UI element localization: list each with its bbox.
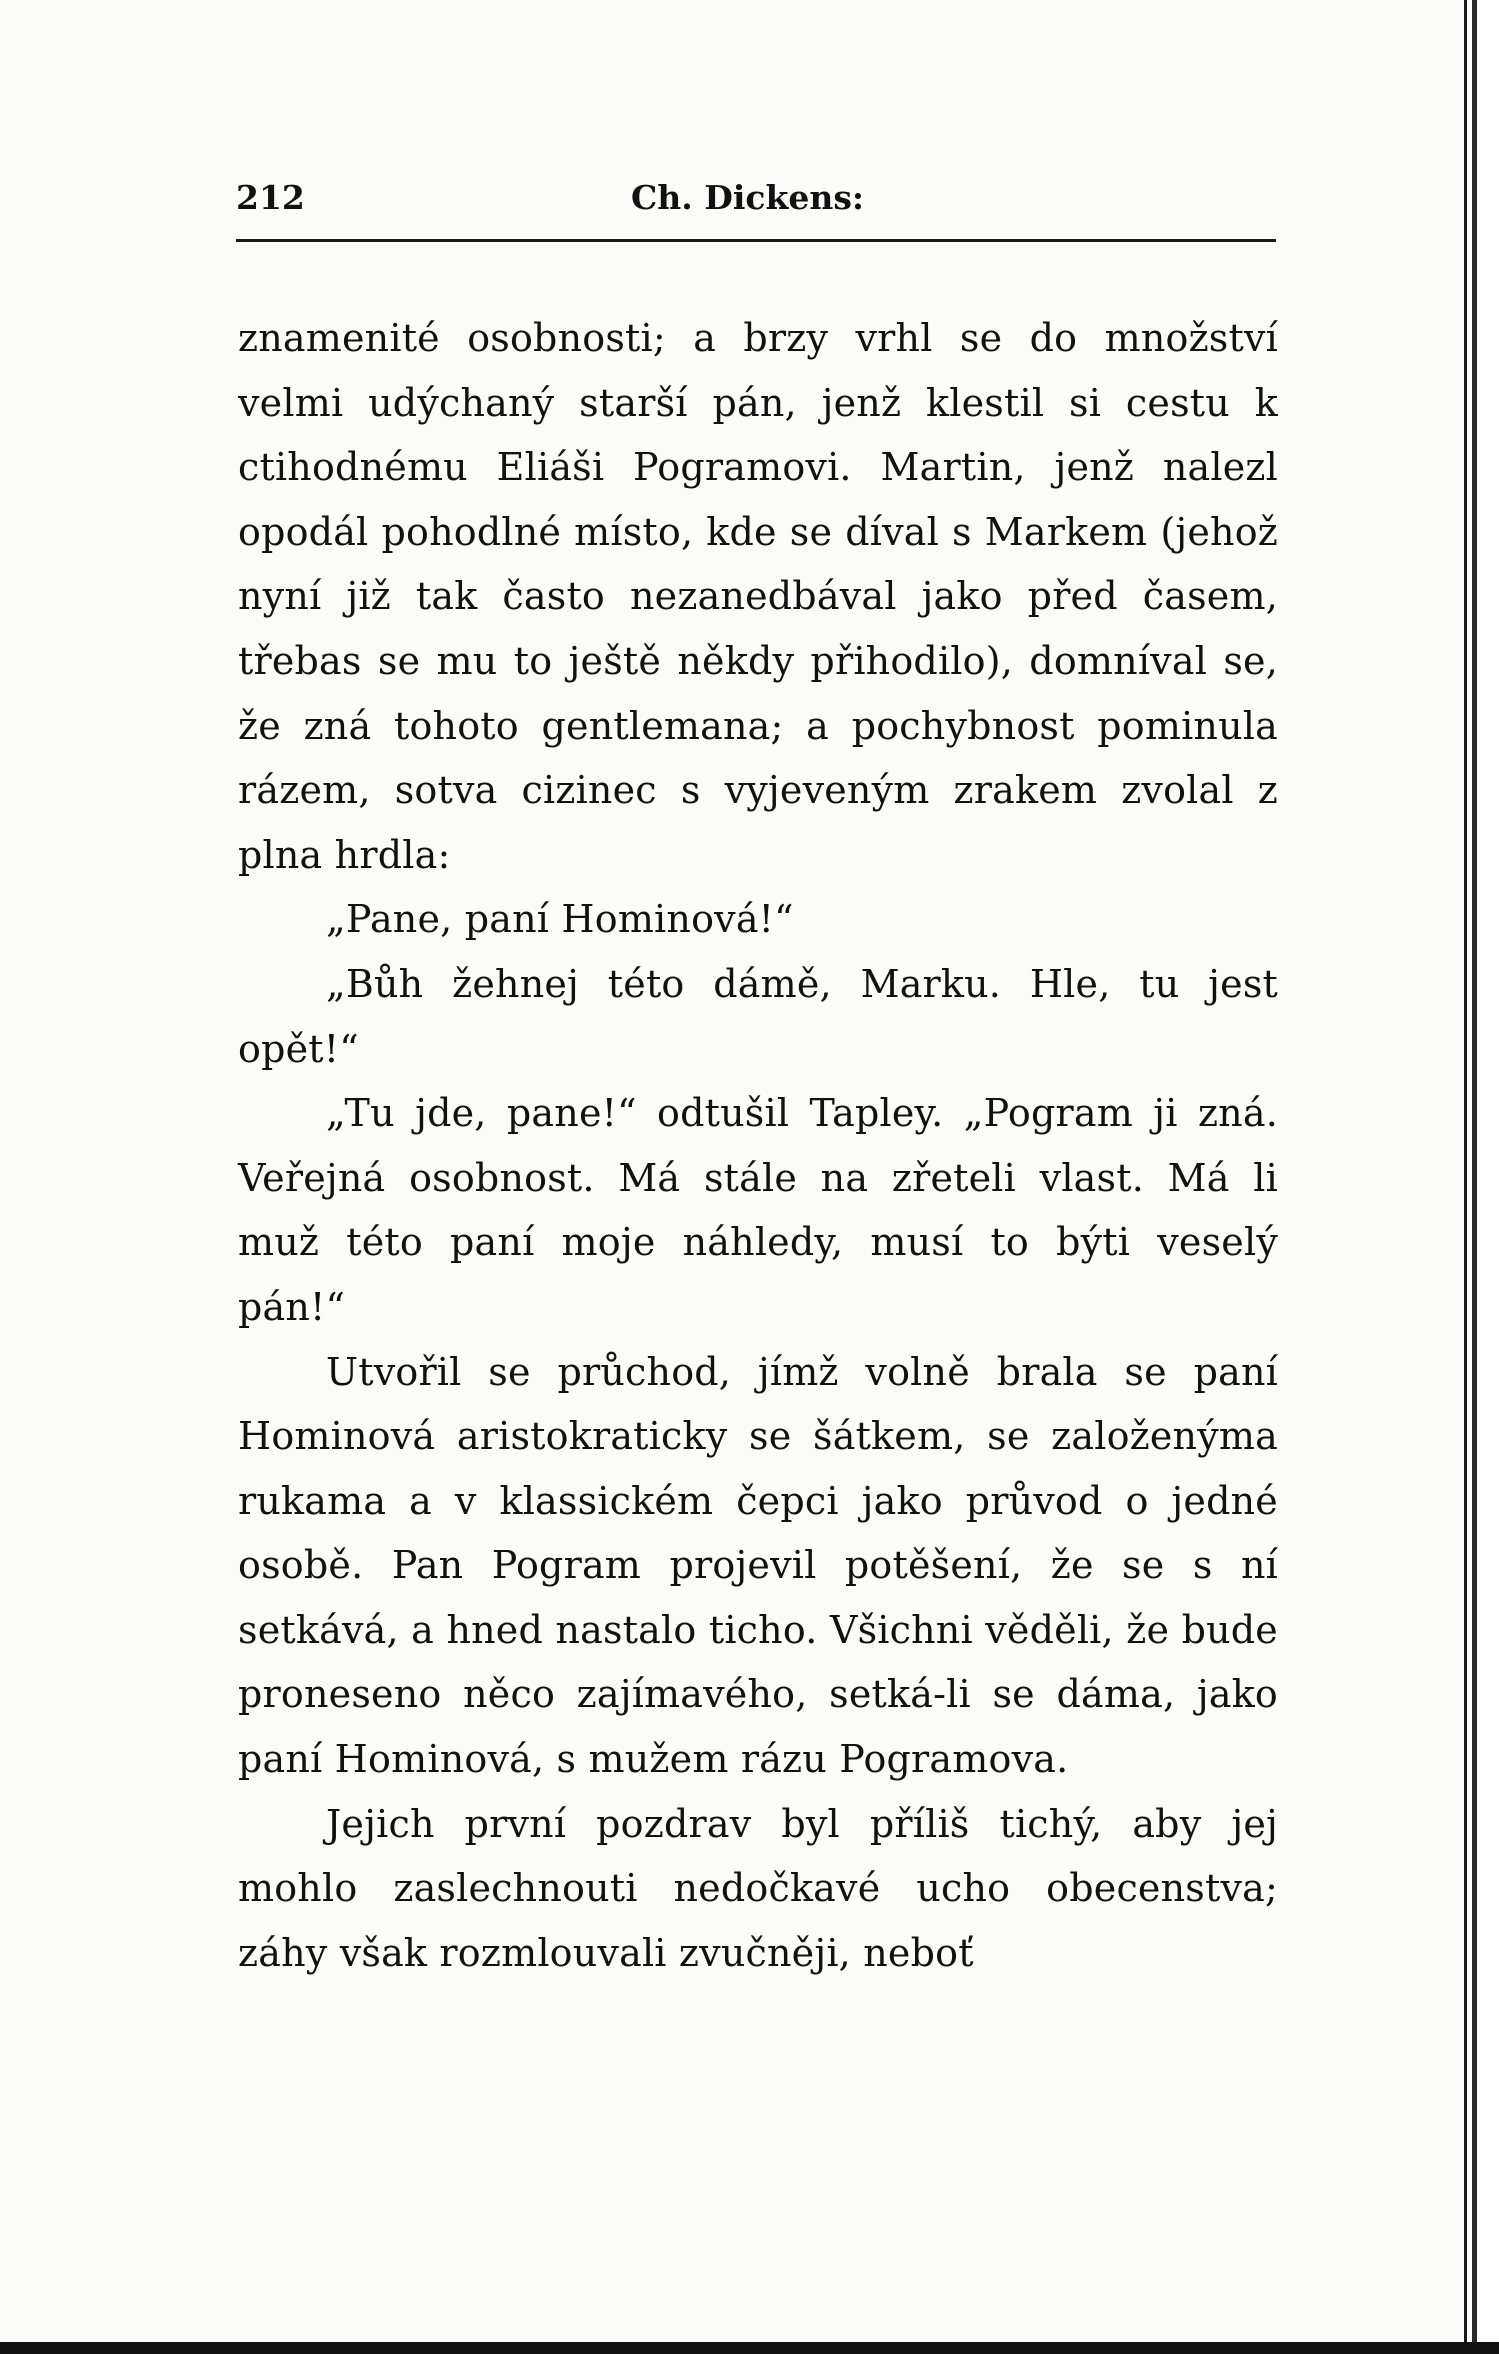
paragraph: „Pane, paní Hominová!“ bbox=[326, 897, 794, 942]
header-rule bbox=[236, 239, 1276, 242]
page-header bbox=[236, 178, 1276, 228]
running-title: Ch. Dickens: bbox=[631, 178, 865, 217]
scan-edge-bottom bbox=[0, 2342, 1499, 2354]
scan-edge-line bbox=[1472, 0, 1477, 2354]
paragraph: „Tu jde, pane!“ odtušil Tapley. „Pogram ji zná. Veřejná osobnost. Má stále na zřeteli vlast. Má li muž této paní moje náhledy, musí to býti veselý pán!“ bbox=[238, 1091, 1278, 1329]
paragraph: znamenité osobnosti; a brzy vrhl se do množství velmi udýchaný starší pán, jenž klestil si cestu k ctihodnému Eliáši Pogramovi. Martin, jenž nalezl opodál pohodlné místo, kde se díval s Markem (jehož nyní již tak často nezanedbával jako před časem, třebas se mu to ještě někdy přihodilo), domníval se, že zná tohoto gentlemana; a pochybnost pominula rázem, sotva cizinec s vyjeveným zrakem zvolal z plna hrdla: bbox=[238, 316, 1278, 877]
scan-edge-right bbox=[1464, 0, 1499, 2354]
body-text bbox=[238, 306, 1278, 1985]
paragraph: Utvořil se průchod, jímž volně brala se paní Hominová aristokraticky se šátkem, se založenýma rukama a v klassickém čepci jako průvod o jedné osobě. Pan Pogram projevil potěšení, že se s ní setkává, a hned nastalo ticho. Všichni věděli, že bude proneseno něco zajímavého, setká-li se dáma, jako paní Hominová, s mužem rázu Pogramova. bbox=[238, 1349, 1278, 1782]
paragraph: „Bůh žehnej této dámě, Marku. Hle, tu jest opět!“ bbox=[238, 961, 1278, 1071]
paragraph: Jejich první pozdrav byl příliš tichý, aby jej mohlo zaslechnouti nedočkavé ucho obecenstva; záhy však rozmlouvali zvučněji, neboť bbox=[238, 1801, 1278, 1975]
page-number: 212 bbox=[236, 178, 305, 217]
